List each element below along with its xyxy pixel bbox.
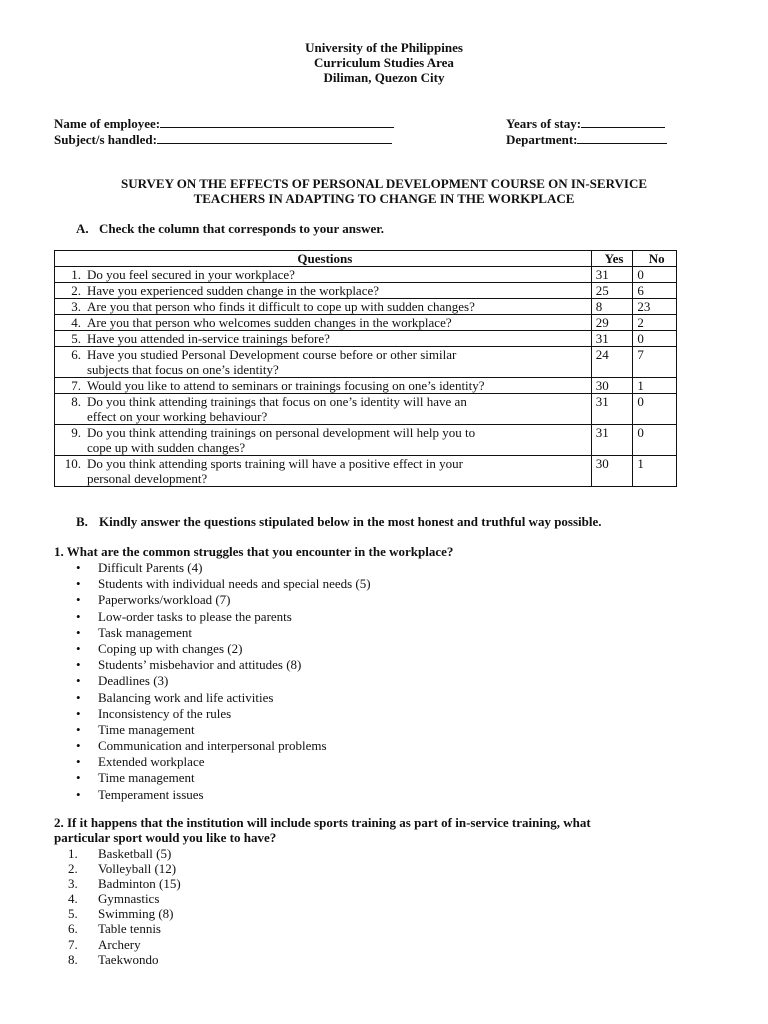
question-text — [87, 267, 547, 282]
question-text — [87, 347, 547, 377]
no-count: 23 — [633, 299, 677, 315]
list-item — [54, 787, 371, 803]
list-item — [54, 657, 371, 673]
yes-count: 31 — [591, 394, 633, 425]
list-item-text: Volleyball (12) — [98, 861, 177, 877]
question-cell — [55, 267, 592, 283]
document-header — [0, 40, 768, 85]
list-item-text: Inconsistency of the rules — [98, 705, 232, 721]
bullet-icon: • — [76, 754, 81, 770]
table-header-row — [55, 251, 677, 267]
question-text — [87, 425, 547, 455]
area-name: Curriculum Studies Area — [314, 55, 454, 70]
name-field — [54, 115, 394, 131]
sports-list — [54, 846, 181, 967]
question-text-line2: subjects that focus on one’s identity? — [87, 362, 279, 377]
question-text — [87, 394, 547, 424]
years-field — [506, 115, 665, 131]
list-item — [54, 673, 371, 689]
list-item — [54, 592, 371, 608]
survey-table-body — [55, 267, 677, 487]
list-item-text: Students with individual needs and special needs (5) — [98, 576, 371, 592]
question-number: 2. — [71, 283, 81, 298]
no-count: 0 — [633, 425, 677, 456]
list-item-text: Low-order tasks to please the parents — [98, 608, 292, 624]
question-2-line2: particular sport would you like to have? — [54, 830, 277, 845]
question-cell — [55, 425, 592, 456]
question-text — [87, 331, 547, 346]
bullet-icon: • — [76, 592, 81, 608]
table-row — [55, 347, 677, 378]
section-a-letter: A. — [76, 221, 89, 236]
bullet-icon: • — [76, 770, 81, 786]
question-text-line1: Have you experienced sudden change in the workplace? — [87, 283, 380, 298]
name-blank[interactable] — [160, 115, 394, 128]
question-number: 5. — [71, 331, 81, 346]
bullet-icon: • — [76, 640, 81, 656]
question-text-line2: effect on your working behaviour? — [87, 409, 268, 424]
list-item — [54, 641, 371, 657]
survey-title-line2: TEACHERS IN ADAPTING TO CHANGE IN THE WORKPLACE — [193, 191, 575, 206]
years-label: Years of stay: — [506, 116, 582, 131]
no-count: 1 — [633, 456, 677, 487]
question-text — [87, 456, 547, 486]
list-item — [54, 560, 371, 576]
question-text-line1: Are you that person who welcomes sudden changes in the workplace? — [87, 315, 452, 330]
question-number: 3. — [71, 299, 81, 314]
bullet-icon: • — [76, 624, 81, 640]
list-item — [54, 690, 371, 706]
list-item-text: Gymnastics — [98, 891, 160, 907]
yes-count: 30 — [591, 456, 633, 487]
list-item — [54, 706, 371, 722]
bullet-icon: • — [76, 689, 81, 705]
question-text — [87, 283, 547, 298]
question-number: 8. — [71, 394, 81, 409]
question-number: 7. — [71, 378, 81, 393]
bullet-icon: • — [76, 786, 81, 802]
question-text-line1: Do you think attending trainings that focus on one’s identity will have an — [87, 394, 467, 409]
question-text-line2: cope up with sudden changes? — [87, 440, 246, 455]
list-item-text: Taekwondo — [98, 951, 159, 967]
list-item — [54, 891, 181, 906]
list-item-text: Balancing work and life activities — [98, 689, 274, 705]
question-cell — [55, 347, 592, 378]
location: Diliman, Quezon City — [323, 70, 445, 85]
yes-count: 24 — [591, 347, 633, 378]
list-item — [54, 625, 371, 641]
list-item-text: Swimming (8) — [98, 906, 174, 922]
no-count: 1 — [633, 378, 677, 394]
bullet-icon: • — [76, 721, 81, 737]
list-item-number: 1. — [68, 846, 78, 861]
question-number: 1. — [71, 267, 81, 282]
department-label: Department: — [506, 132, 578, 147]
question-text-line1: Have you attended in-service trainings before? — [87, 331, 330, 346]
no-count: 0 — [633, 394, 677, 425]
question-cell — [55, 315, 592, 331]
question-number: 4. — [71, 315, 81, 330]
table-row — [55, 456, 677, 487]
question-cell — [55, 394, 592, 425]
list-item-text: Badminton (15) — [98, 876, 181, 892]
list-item-text: Extended workplace — [98, 754, 205, 770]
list-item — [54, 861, 181, 876]
list-item-number: 6. — [68, 921, 78, 937]
bullet-icon: • — [76, 657, 81, 673]
list-item-text: Archery — [98, 936, 141, 952]
yes-count: 30 — [591, 378, 633, 394]
subject-blank[interactable] — [157, 131, 392, 144]
question-text-line1: Have you studied Personal Development course before or other similar — [87, 347, 457, 362]
question-text — [87, 378, 547, 393]
no-count: 0 — [633, 267, 677, 283]
list-item — [54, 906, 181, 921]
subject-field — [54, 131, 392, 147]
list-item — [54, 876, 181, 891]
question-text-line1: Would you like to attend to seminars or trainings focusing on one’s identity? — [87, 378, 485, 393]
question-number: 6. — [71, 347, 81, 362]
question-text-line1: Do you feel secured in your workplace? — [87, 267, 295, 282]
table-row — [55, 283, 677, 299]
survey-title-line1: SURVEY ON THE EFFECTS OF PERSONAL DEVELOPMENT COURSE ON IN-SERVICE — [120, 176, 648, 191]
bullet-icon: • — [76, 738, 81, 754]
question-text — [87, 315, 547, 330]
question-2 — [54, 815, 694, 845]
section-a-instruction: Check the column that corresponds to your answer. — [99, 221, 385, 236]
section-b-heading — [76, 514, 602, 529]
list-item — [54, 738, 371, 754]
department-blank[interactable] — [577, 131, 667, 144]
no-count: 7 — [633, 347, 677, 378]
survey-title — [0, 176, 768, 206]
list-item — [54, 846, 181, 861]
list-item-number: 3. — [68, 876, 78, 892]
list-item — [54, 952, 181, 967]
questions-header: Questions — [55, 251, 592, 267]
bullet-icon: • — [76, 576, 81, 592]
no-count: 2 — [633, 315, 677, 331]
no-count: 6 — [633, 283, 677, 299]
question-text-line1: Do you think attending sports training will have a positive effect in your — [87, 456, 463, 471]
yes-count: 25 — [591, 283, 633, 299]
question-number: 9. — [71, 425, 81, 440]
table-row — [55, 299, 677, 315]
list-item-text: Temperament issues — [98, 786, 204, 802]
list-item-number: 5. — [68, 906, 78, 922]
department-field — [506, 131, 667, 147]
survey-table — [54, 250, 677, 487]
table-row — [55, 378, 677, 394]
question-number: 10. — [64, 456, 81, 471]
section-b-letter: B. — [76, 514, 88, 529]
list-item-text: Coping up with changes (2) — [98, 640, 243, 656]
list-item-number: 2. — [68, 861, 78, 877]
yes-header: Yes — [591, 251, 633, 267]
struggles-list — [54, 560, 371, 803]
list-item-text: Time management — [98, 721, 195, 737]
list-item-text: Table tennis — [98, 921, 161, 937]
question-cell — [55, 299, 592, 315]
years-blank[interactable] — [581, 115, 665, 128]
yes-count: 8 — [591, 299, 633, 315]
bullet-icon: • — [76, 673, 81, 689]
yes-count: 31 — [591, 267, 633, 283]
question-2-line1: 2. If it happens that the institution will include sports training as part of in-service training, what — [54, 815, 591, 830]
bullet-icon: • — [76, 608, 81, 624]
list-item — [54, 609, 371, 625]
list-item — [54, 921, 181, 936]
yes-count: 29 — [591, 315, 633, 331]
bullet-icon: • — [76, 705, 81, 721]
question-1: 1. What are the common struggles that you encounter in the workplace? — [54, 544, 454, 559]
question-cell — [55, 456, 592, 487]
question-cell — [55, 283, 592, 299]
list-item-text: Deadlines (3) — [98, 673, 169, 689]
list-item-text: Communication and interpersonal problems — [98, 738, 327, 754]
list-item-number: 8. — [68, 951, 78, 967]
list-item-text: Time management — [98, 770, 195, 786]
question-text-line1: Are you that person who finds it difficult to cope up with sudden changes? — [87, 299, 475, 314]
question-text-line2: personal development? — [87, 471, 208, 486]
no-count: 0 — [633, 331, 677, 347]
list-item-text: Difficult Parents (4) — [98, 560, 203, 575]
list-item-text: Basketball (5) — [98, 846, 172, 861]
table-row — [55, 394, 677, 425]
table-row — [55, 331, 677, 347]
list-item-text: Paperworks/workload (7) — [98, 592, 231, 608]
question-text — [87, 299, 547, 314]
list-item — [54, 937, 181, 952]
question-cell — [55, 331, 592, 347]
question-cell — [55, 378, 592, 394]
list-item-number: 4. — [68, 891, 78, 907]
section-b-instruction: Kindly answer the questions stipulated below in the most honest and truthful way possible. — [99, 514, 602, 529]
table-row — [55, 267, 677, 283]
section-a-heading — [76, 221, 384, 236]
university-name: University of the Philippines — [305, 40, 463, 55]
list-item — [54, 722, 371, 738]
bullet-icon: • — [76, 560, 81, 575]
name-label: Name of employee: — [54, 116, 161, 131]
list-item-text: Task management — [98, 624, 193, 640]
yes-count: 31 — [591, 425, 633, 456]
question-text-line1: Do you think attending trainings on personal development will help you to — [87, 425, 476, 440]
list-item-text: Students’ misbehavior and attitudes (8) — [98, 657, 302, 673]
table-row — [55, 315, 677, 331]
table-row — [55, 425, 677, 456]
subject-label: Subject/s handled: — [54, 132, 157, 147]
list-item — [54, 576, 371, 592]
list-item — [54, 754, 371, 770]
list-item-number: 7. — [68, 936, 78, 952]
no-header: No — [633, 251, 677, 267]
list-item — [54, 770, 371, 786]
yes-count: 31 — [591, 331, 633, 347]
